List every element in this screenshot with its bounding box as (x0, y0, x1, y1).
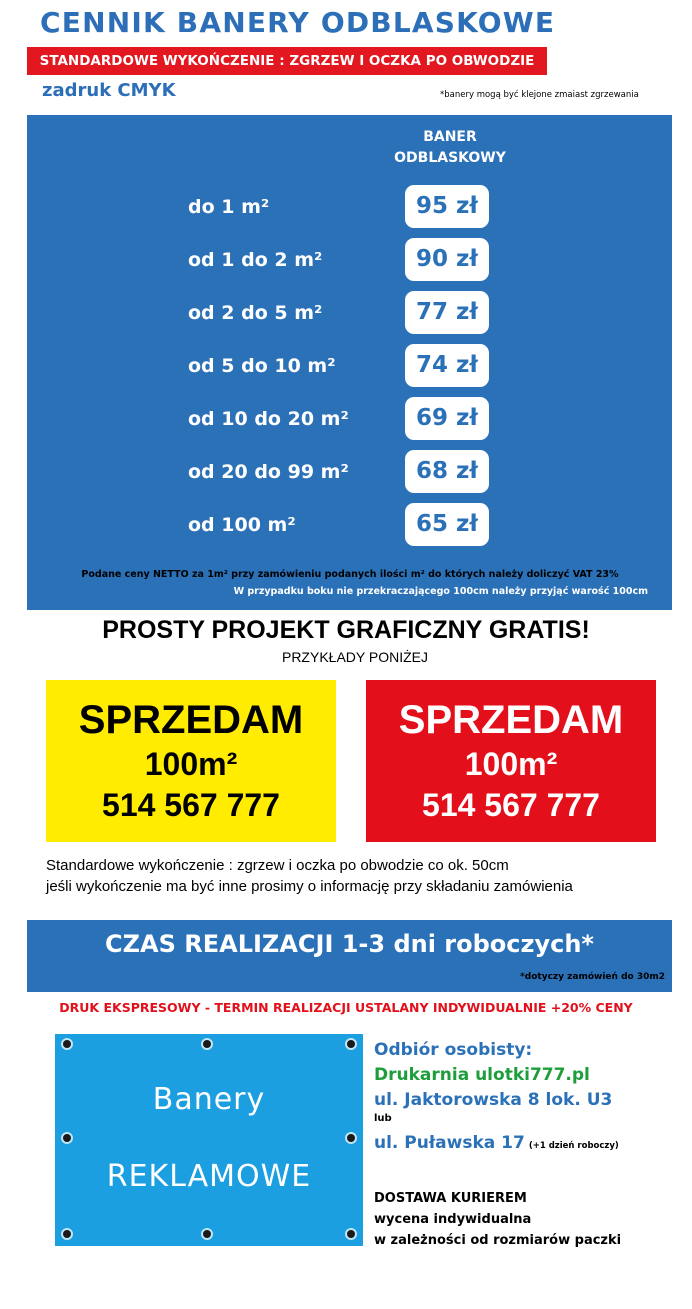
size-label: od 20 do 99 m² (188, 461, 349, 483)
courier-delivery (374, 1188, 621, 1251)
finish-strip (27, 47, 547, 75)
grommet-icon (61, 1228, 73, 1240)
price-box: 77 zł (405, 291, 489, 334)
example-banner-red (366, 680, 656, 842)
address-pulawska-note: (+1 dzień roboczy) (528, 1141, 619, 1151)
column-header-line1: BANER (423, 129, 477, 145)
banner-sample-line2: REKLAMOWE (106, 1159, 312, 1194)
netto-note: Podane ceny NETTO za 1m² przy zamówieniu podanych ilości m² do których należy doliczyć VAT 23% (81, 569, 619, 580)
courier-line3: w zależności od rozmiarów paczki (374, 1233, 622, 1248)
standard-finish-line2: jeśli wykończenie ma być inne prosimy o informację przy składaniu zamówienia (46, 878, 573, 895)
price-box: 95 zł (405, 185, 489, 228)
page-title: CENNIK BANERY ODBLASKOWE (40, 6, 556, 39)
size-label: od 100 m² (188, 514, 296, 536)
example-phone: 514 567 777 (422, 787, 600, 823)
grommet-icon (345, 1228, 357, 1240)
size-label: od 5 do 10 m² (188, 355, 336, 377)
size-label: do 1 m² (188, 196, 270, 218)
courier-line2: wycena indywidualna (374, 1212, 532, 1227)
example-phone: 514 567 777 (102, 787, 280, 823)
price-box: 90 zł (405, 238, 489, 281)
address-pulawska (374, 1133, 619, 1153)
price-box: 69 zł (405, 397, 489, 440)
banner-sample-line1: Banery (152, 1082, 266, 1117)
example-headline: SPRZEDAM (398, 698, 624, 742)
grommet-icon (345, 1132, 357, 1144)
side-length-note: W przypadku boku nie przekraczającego 100cm należy przyjąć warość 100cm (233, 586, 648, 597)
courier-line1: DOSTAWA KURIEREM (374, 1191, 527, 1206)
example-headline: SPRZEDAM (78, 698, 304, 742)
column-header-line2: ODBLASKOWY (394, 150, 506, 166)
free-design-heading: PROSTY PROJEKT GRAFICZNY GRATIS! (102, 616, 590, 644)
example-banner-yellow (46, 680, 336, 842)
price-box: 68 zł (405, 450, 489, 493)
print-subtitle: zadruk CMYK (42, 80, 176, 101)
grommet-icon (61, 1132, 73, 1144)
column-header (383, 127, 517, 169)
address-pulawska-text: ul. Puławska 17 (374, 1133, 525, 1153)
standard-finish-line1: Standardowe wykończenie : zgrzew i oczka po obwodzie co ok. 50cm (46, 857, 509, 874)
grommet-icon (201, 1038, 213, 1050)
examples-subtitle: PRZYKŁADY PONIŻEJ (281, 649, 428, 665)
grommet-icon (345, 1038, 357, 1050)
lead-time-note: *dotyczy zamówień do 30m2 (520, 972, 665, 982)
address-jaktorowska: ul. Jaktorowska 8 lok. U3 (374, 1090, 613, 1110)
grommet-icon (61, 1038, 73, 1050)
company-name: Drukarnia ulotki777.pl (374, 1065, 590, 1085)
or-label: lub (374, 1113, 392, 1124)
size-label: od 1 do 2 m² (188, 249, 323, 271)
example-area: 100m² (464, 746, 558, 782)
banner-sample-image (55, 1034, 363, 1246)
grommet-icon (201, 1228, 213, 1240)
finish-strip-text: STANDARDOWE WYKOŃCZENIE : ZGRZEW I OCZKA PO OBWODZIE (39, 53, 535, 69)
size-label: od 10 do 20 m² (188, 408, 349, 430)
size-label: od 2 do 5 m² (188, 302, 323, 324)
glue-note: *banery mogą być klejone zmaiast zgrzewania (440, 90, 639, 100)
price-box: 74 zł (405, 344, 489, 387)
express-print-note: DRUK EKSPRESOWY - TERMIN REALIZACJI USTALANY INDYWIDUALNIE +20% CENY (59, 1000, 633, 1015)
standard-finish-note (46, 855, 573, 897)
example-area: 100m² (144, 746, 238, 782)
pickup-heading: Odbiór osobisty: (374, 1040, 533, 1060)
price-box: 65 zł (405, 503, 489, 546)
lead-time-title: CZAS REALIZACJI 1-3 dni roboczych* (105, 930, 594, 958)
